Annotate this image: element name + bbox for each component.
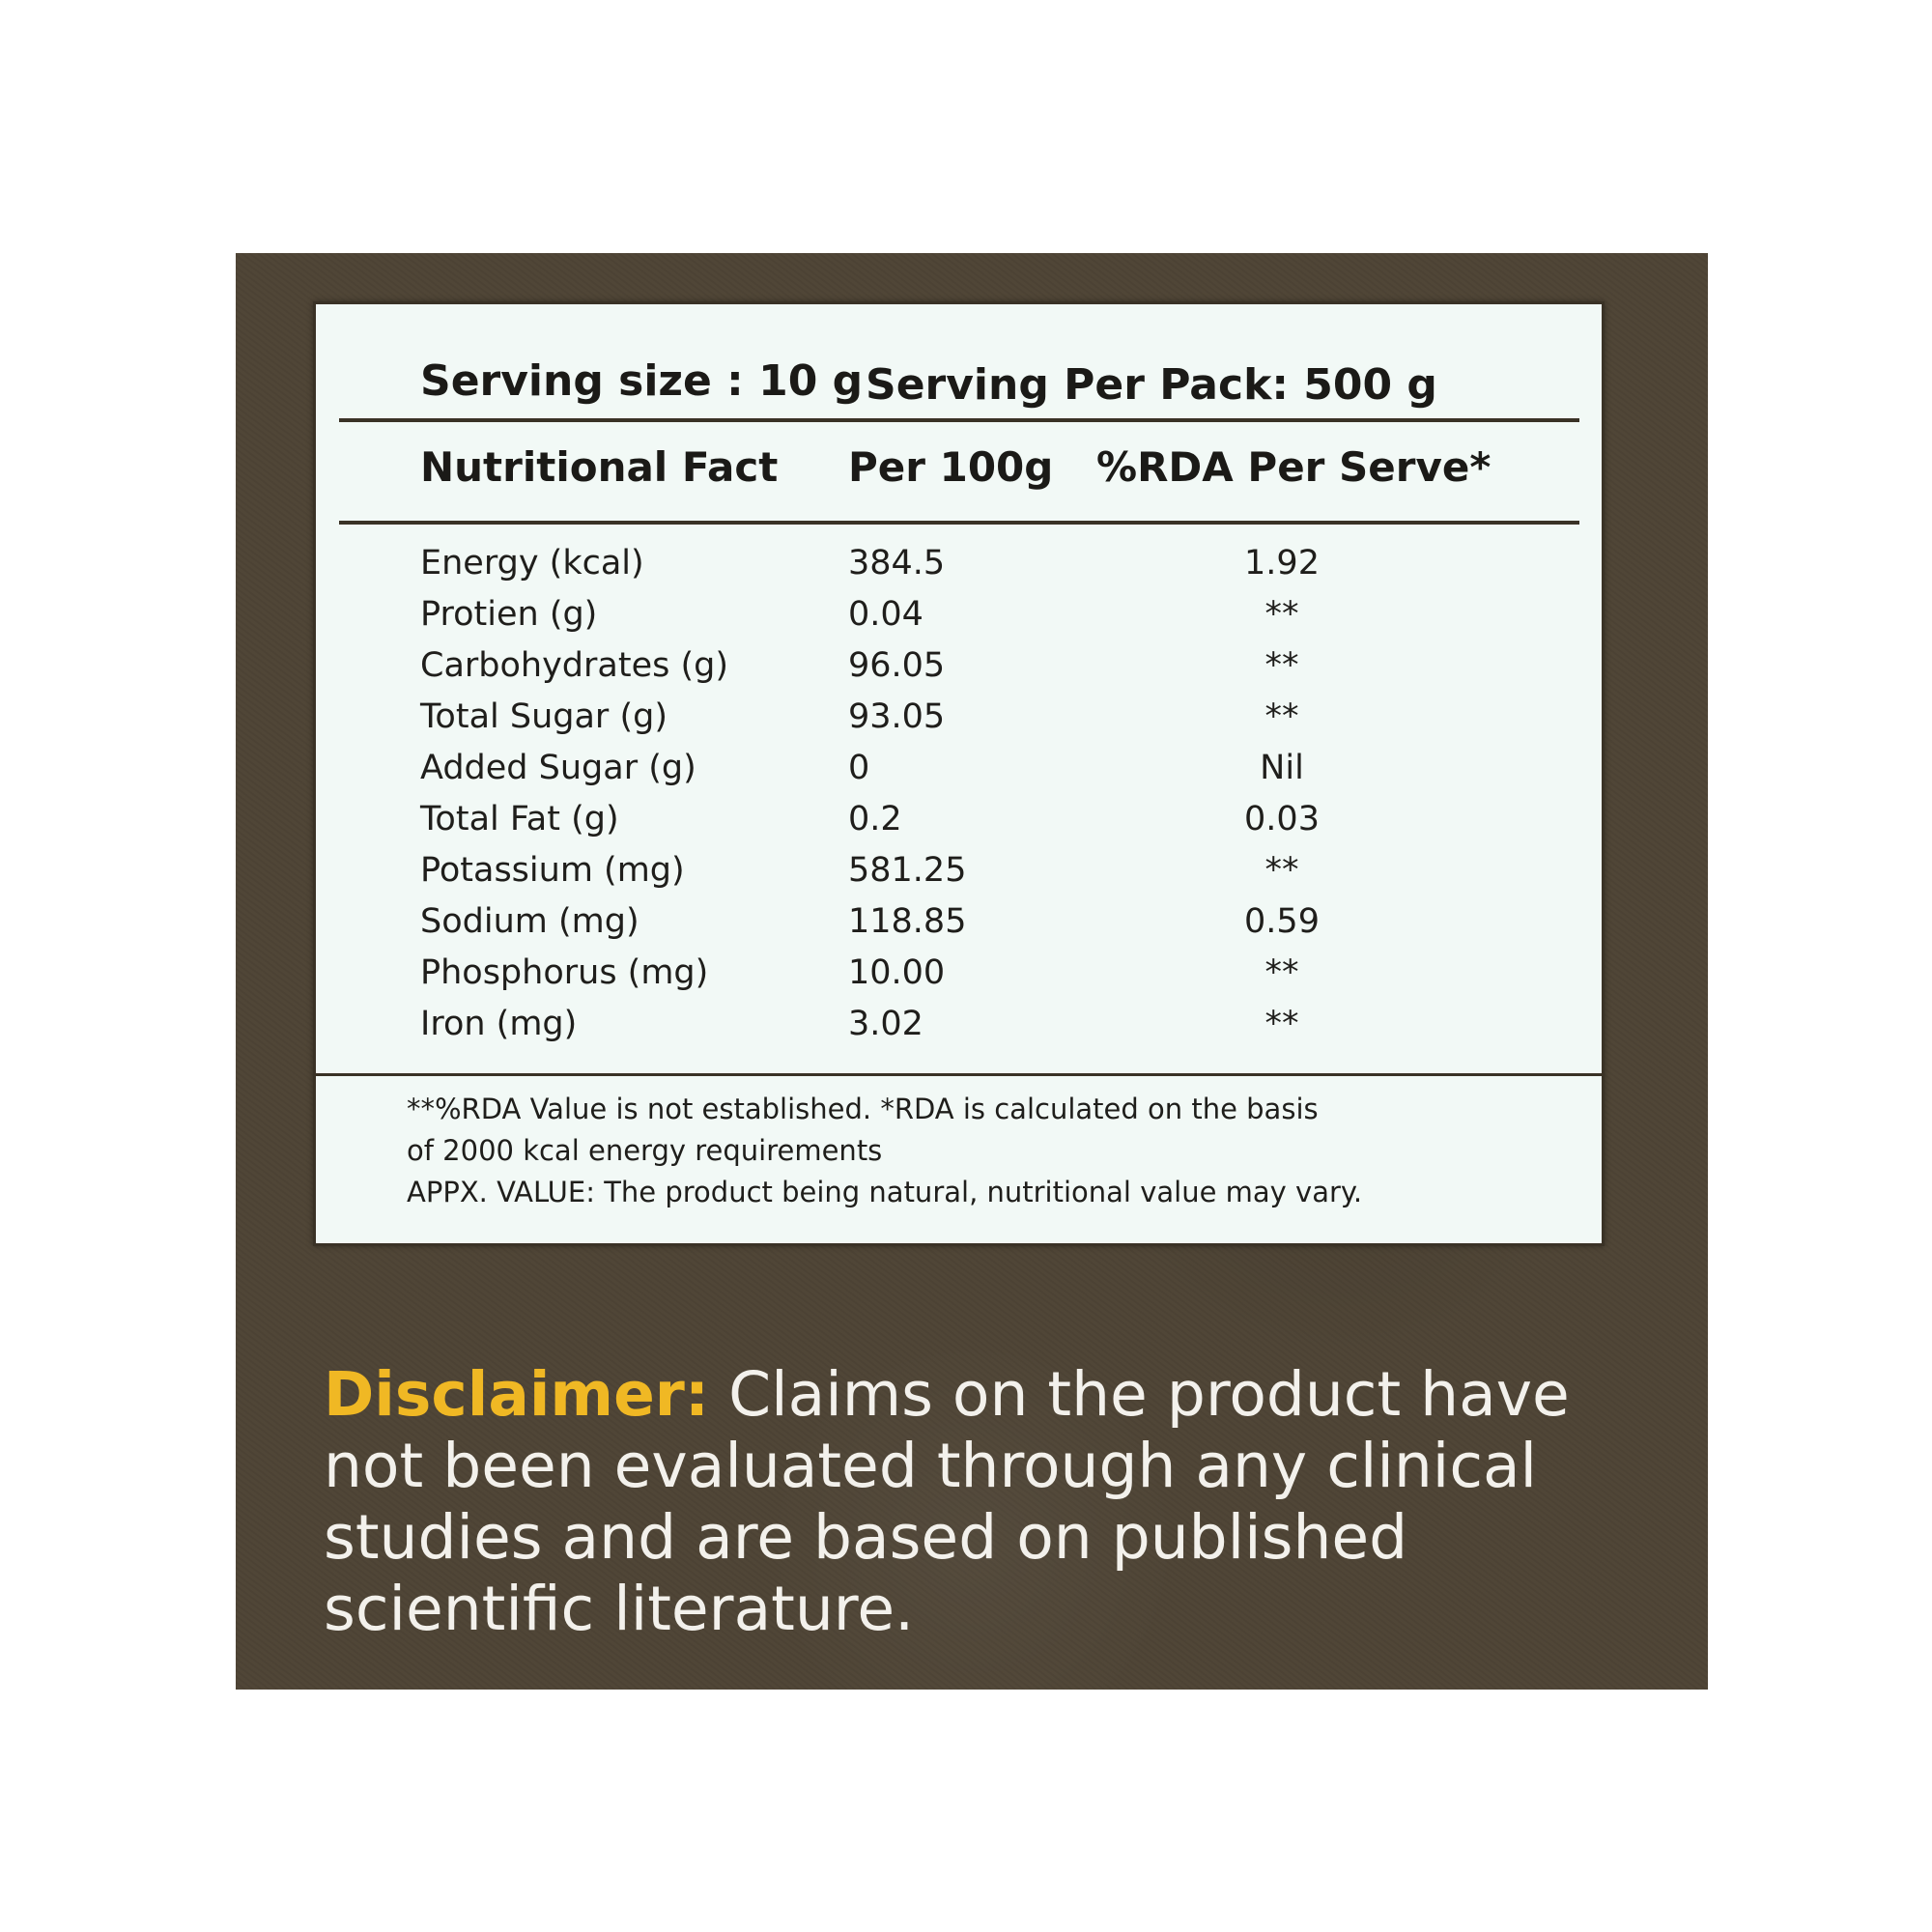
table-header bbox=[316, 443, 1602, 501]
serving-info bbox=[316, 356, 1602, 414]
table-row bbox=[316, 898, 1602, 950]
nutrient-per100g: 0.2 bbox=[848, 800, 902, 838]
nutrient-name: Energy (kcal) bbox=[420, 544, 644, 582]
background-panel bbox=[236, 253, 1708, 1690]
nutrient-per100g: 96.05 bbox=[848, 646, 946, 685]
disclaimer bbox=[324, 1359, 1676, 1645]
nutrient-rda: 1.92 bbox=[1244, 544, 1320, 582]
nutrient-rda: 0.03 bbox=[1244, 800, 1320, 838]
nutrient-per100g: 93.05 bbox=[848, 697, 946, 736]
nutrient-rows bbox=[316, 540, 1602, 1052]
nutrient-per100g: 0 bbox=[848, 749, 870, 787]
nutrient-name: Protien (g) bbox=[420, 595, 598, 634]
nutrient-per100g: 581.25 bbox=[848, 851, 967, 890]
disclaimer-lead: Disclaimer: bbox=[324, 1359, 710, 1430]
nutrient-rda: ** bbox=[1264, 595, 1299, 634]
nutrient-rda: 0.59 bbox=[1244, 902, 1320, 941]
nutrient-rda: ** bbox=[1264, 646, 1299, 685]
nutrition-label bbox=[313, 301, 1605, 1246]
table-row bbox=[316, 796, 1602, 847]
nutrient-name: Potassium (mg) bbox=[420, 851, 685, 890]
nutrient-name: Added Sugar (g) bbox=[420, 749, 696, 787]
column-header-per100g: Per 100g bbox=[848, 443, 1054, 491]
table-row bbox=[316, 1001, 1602, 1052]
column-header-fact: Nutritional Fact bbox=[420, 443, 779, 491]
footnotes bbox=[407, 1089, 1585, 1213]
footnote-line: **%RDA Value is not established. *RDA is calculated on the basis bbox=[407, 1093, 1319, 1125]
nutrient-per100g: 10.00 bbox=[848, 953, 946, 992]
nutrient-rda: Nil bbox=[1260, 749, 1304, 787]
disclaimer-line: not been evaluated through any clinical bbox=[324, 1431, 1538, 1501]
nutrient-name: Total Sugar (g) bbox=[420, 697, 668, 736]
disclaimer-line: scientific literature. bbox=[324, 1574, 915, 1644]
nutrient-per100g: 0.04 bbox=[848, 595, 923, 634]
divider-header bbox=[339, 521, 1579, 525]
nutrient-per100g: 384.5 bbox=[848, 544, 946, 582]
footnote-line: of 2000 kcal energy requirements bbox=[407, 1134, 883, 1167]
table-row bbox=[316, 591, 1602, 642]
divider-notes bbox=[316, 1073, 1602, 1076]
disclaimer-line bbox=[324, 1359, 1676, 1431]
serving-per-pack: Serving Per Pack: 500 g bbox=[866, 360, 1437, 410]
table-row bbox=[316, 847, 1602, 898]
table-row bbox=[316, 642, 1602, 694]
nutrient-per100g: 3.02 bbox=[848, 1005, 923, 1043]
nutrient-name: Sodium (mg) bbox=[420, 902, 639, 941]
table-row bbox=[316, 540, 1602, 591]
footnote-line: APPX. VALUE: The product being natural, nutritional value may vary. bbox=[407, 1176, 1363, 1208]
table-row bbox=[316, 745, 1602, 796]
nutrient-name: Iron (mg) bbox=[420, 1005, 578, 1043]
nutrient-rda: ** bbox=[1264, 697, 1299, 736]
table-row bbox=[316, 950, 1602, 1001]
nutrient-rda: ** bbox=[1264, 1005, 1299, 1043]
nutrient-name: Total Fat (g) bbox=[420, 800, 619, 838]
disclaimer-text: Claims on the product have bbox=[709, 1359, 1570, 1430]
disclaimer-line: studies and are based on published bbox=[324, 1502, 1408, 1573]
serving-size: Serving size : 10 g bbox=[420, 356, 864, 406]
nutrient-per100g: 118.85 bbox=[848, 902, 967, 941]
column-header-rda: %RDA Per Serve* bbox=[1096, 443, 1492, 491]
nutrient-name: Phosphorus (mg) bbox=[420, 953, 709, 992]
nutrient-rda: ** bbox=[1264, 953, 1299, 992]
table-row bbox=[316, 694, 1602, 745]
divider-top bbox=[339, 418, 1579, 422]
nutrient-name: Carbohydrates (g) bbox=[420, 646, 728, 685]
nutrient-rda: ** bbox=[1264, 851, 1299, 890]
